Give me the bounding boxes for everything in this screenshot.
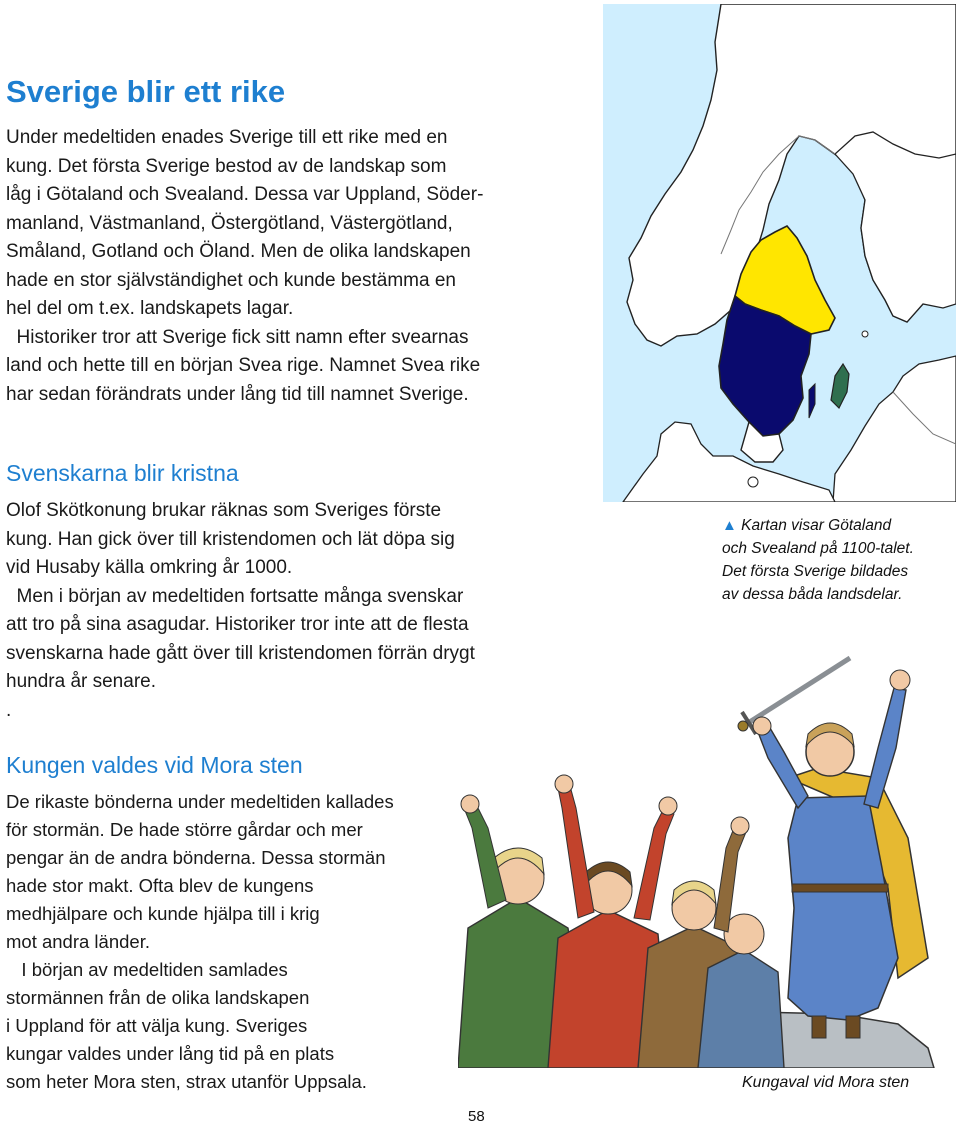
section-kristna-paragraph — [6, 497, 475, 725]
king-arm-right — [864, 688, 906, 808]
crowd-hand — [461, 795, 479, 813]
text-line: manland, Västmanland, Östergötland, Västergötland, — [6, 212, 453, 234]
intro-paragraph — [6, 124, 483, 409]
text-line: hel del om t.ex. landskapets lagar. — [6, 298, 294, 319]
king-leg — [846, 1016, 860, 1038]
text-line: i Uppland för att välja kung. Sveriges — [6, 1015, 308, 1036]
king-leg — [812, 1016, 826, 1038]
illustration-caption: Kungaval vid Mora sten — [742, 1074, 910, 1091]
text-line: vid Husaby källa omkring år 1000. — [6, 557, 293, 578]
crowd-hand — [555, 775, 573, 793]
king-belt — [792, 884, 888, 892]
crowd-arm — [634, 808, 674, 920]
text-line: Under medeltiden enades Sverige till ett rike med en — [6, 127, 448, 148]
caption-line: och Svealand på 1100-talet. — [722, 540, 914, 557]
text-line: kung. Han gick över till kristendomen och lät döpa sig — [6, 528, 455, 550]
crowd-person — [698, 950, 784, 1068]
section-heading-mora-sten: Kungen valdes vid Mora sten — [6, 752, 303, 778]
caption-line: av dessa båda landsdelar. — [722, 586, 903, 603]
crowd — [458, 775, 784, 1068]
text-line: . — [6, 699, 12, 721]
section-mora-sten-paragraph — [6, 788, 394, 1096]
text-line: Men i början av medeltiden fortsatte många svenskar — [6, 585, 464, 607]
sword — [748, 658, 850, 723]
island — [862, 331, 868, 337]
king-hand — [753, 717, 771, 735]
text-line: låg i Götaland och Svealand. Dessa var Uppland, Söder- — [6, 184, 484, 205]
text-line: medhjälpare och kunde hjälpa till i krig — [6, 903, 320, 924]
sword-pommel — [738, 721, 748, 731]
text-line: mot andra länder. — [6, 931, 150, 952]
caption-line: Det första Sverige bildades — [722, 563, 909, 580]
text-line: svenskarna hade gått över till kristendomen förrän drygt — [6, 642, 475, 664]
text-line: hade stor makt. Ofta blev de kungens — [6, 875, 314, 896]
text-line: kungar valdes under lång tid på en plats — [6, 1043, 335, 1064]
text-line: Olof Skötkonung brukar räknas som Sveriges förste — [6, 500, 442, 521]
text-line: pengar än de andra bönderna. Dessa stormän — [6, 847, 386, 868]
king-election-illustration — [458, 628, 956, 1068]
map-illustration — [603, 4, 956, 502]
text-line: stormännen från de olika landskapen — [6, 987, 310, 1008]
text-line: kung. Det första Sverige bestod av de landskap som — [6, 155, 447, 177]
text-line: att tro på sina asagudar. Historiker tror inte att de flesta — [6, 614, 469, 635]
crowd-hand — [659, 797, 677, 815]
text-line: för stormän. De hade större gårdar och mer — [6, 819, 363, 840]
text-line: har sedan förändrats under lång tid till namnet Sverige. — [6, 383, 469, 405]
text-line: Småland, Gotland och Öland. Men de olika landskapen — [6, 241, 471, 262]
page-number: 58 — [468, 1108, 485, 1125]
text-line: Historiker tror att Sverige fick sitt namn efter svearnas — [6, 326, 469, 348]
text-line: hade en stor självständighet och kunde bestämma en — [6, 269, 456, 291]
triangle-up-icon: ▲ — [722, 517, 737, 534]
page-title: Sverige blir ett rike — [6, 74, 286, 109]
crowd-arm — [558, 786, 594, 918]
island — [748, 477, 758, 487]
text-line: De rikaste bönderna under medeltiden kallades — [6, 791, 394, 812]
caption-text: Kartan visar Götaland — [741, 517, 892, 534]
crowd-hand — [731, 817, 749, 835]
text-line: land och hette till en början Svea rige. Namnet Svea rike — [6, 355, 481, 376]
caption-line — [722, 514, 958, 537]
text-line: I början av medeltiden samlades — [6, 959, 288, 980]
section-heading-kristna: Svenskarna blir kristna — [6, 460, 239, 486]
map-caption — [722, 514, 958, 606]
text-line: hundra år senare. — [6, 671, 156, 692]
text-line: som heter Mora sten, strax utanför Uppsala. — [6, 1071, 367, 1092]
king-fist — [890, 670, 910, 690]
king-arm-left — [758, 728, 808, 808]
